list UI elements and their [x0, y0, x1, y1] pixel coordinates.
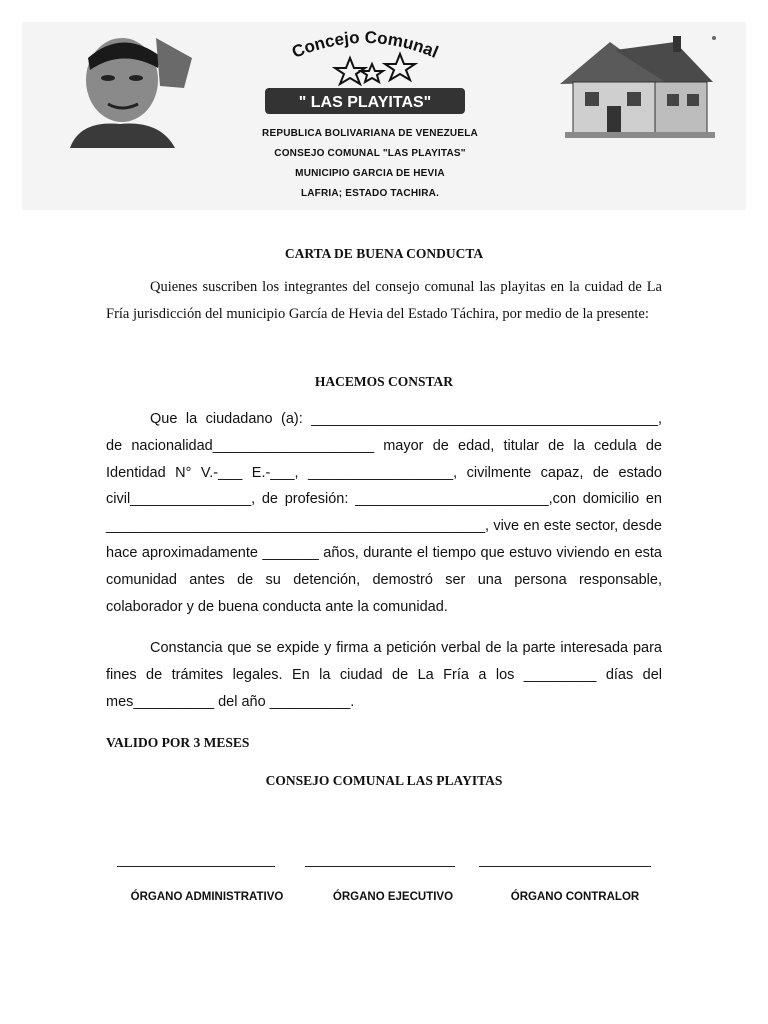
signature-line-administrative [117, 866, 275, 867]
header-line-council: CONSEJO COMUNAL "LAS PLAYITAS" [274, 148, 466, 159]
intro-paragraph [106, 274, 662, 328]
svg-text:Concejo Comunal [289, 28, 441, 62]
validity-note: VALIDO POR 3 MESES [106, 735, 250, 750]
document-title: CARTA DE BUENA CONDUCTA [284, 246, 484, 261]
document-subtitle: HACEMOS CONSTAR [314, 374, 454, 389]
council-logo [250, 28, 480, 128]
closing-paragraph [106, 635, 662, 715]
logo-arc-text: Concejo Comunal [289, 28, 442, 62]
portrait-photo [60, 28, 200, 148]
logo-name: " LAS PLAYITAS" [298, 94, 432, 111]
body-paragraph [106, 406, 662, 620]
signature-line-executive [305, 866, 455, 867]
body-text: Que la ciudadano (a): ___________________________________________, de nacionalidad____________________ mayor de edad, titular de la cedula de Identidad N° V.-___ E.-___, __________________, civilmente capaz, de estado civil_______________, de profesión: ________________________,con domicilio en _______________________________________________, vive en este sector, desde hace aproximadamente _______ años, durante el tiempo que estuvo viviendo en esta comunidad antes de su detención, demostró ser una persona responsable, colaborador y de buena conducta ante la comunidad. [106, 411, 662, 615]
header-line-republic: REPUBLICA BOLIVARIANA DE VENEZUELA [262, 128, 478, 139]
house-image [555, 32, 720, 142]
intro-text: Quienes suscriben los integrantes del consejo comunal las playitas en la cuidad de La Fría jurisdicción del municipio García de Hevia del Estado Táchira, por medio de la presente: [106, 279, 662, 322]
signature-line-comptroller [479, 866, 651, 867]
organ-administrative-label: ÓRGANO ADMINISTRATIVO [130, 891, 284, 903]
header-line-municipality: MUNICIPIO GARCIA DE HEVIA [295, 168, 445, 179]
closing-text: Constancia que se expide y firma a petición verbal de la parte interesada para fines de trámites legales. En la ciudad de La Fría a los _________ días del mes__________ del año __________. [106, 640, 662, 710]
council-signature-heading: CONSEJO COMUNAL LAS PLAYITAS [265, 773, 503, 788]
organ-executive-label: ÓRGANO EJECUTIVO [332, 891, 454, 903]
organ-comptroller-label: ÓRGANO CONTRALOR [510, 891, 640, 903]
header-line-state: LAFRIA; ESTADO TACHIRA. [300, 188, 440, 199]
